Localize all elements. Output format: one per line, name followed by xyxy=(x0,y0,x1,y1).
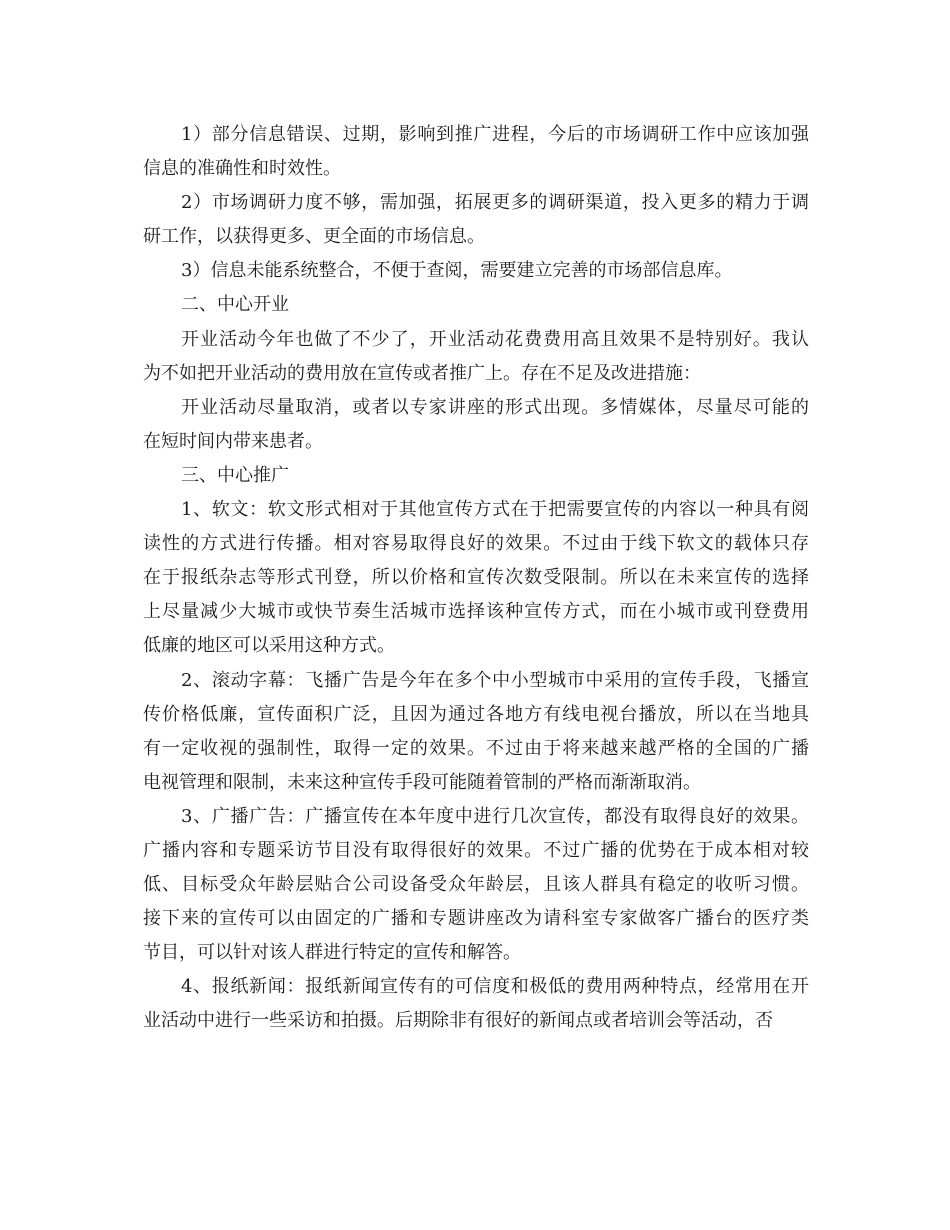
paragraph xyxy=(143,186,809,254)
text-line: 在短时间内带来患者。 xyxy=(143,430,323,452)
text-line: 读性的方式进行传播。相对容易取得良好的效果。不过由于线下软文的载体只存 xyxy=(143,533,809,555)
paragraph xyxy=(143,323,809,391)
paragraph xyxy=(143,970,809,1038)
text-line: 2、滚动字幕：飞播广告是今年在多个中小型城市中采用的宣传手段，飞播宣 xyxy=(181,669,809,691)
text-line: 电视管理和限制，未来这种宣传手段可能随着管制的严格而渐渐取消。 xyxy=(143,771,701,793)
text-line: 信息的准确性和时效性。 xyxy=(143,158,341,180)
text-line: 为不如把开业活动的费用放在宣传或者推广上。存在不足及改进措施： xyxy=(143,362,701,384)
section-heading xyxy=(143,288,809,322)
text-line: 广播内容和专题采访节目没有取得很好的效果。不过广播的优势在于成本相对较 xyxy=(143,839,809,861)
text-line: 有一定收视的强制性，取得一定的效果。不过由于将来越来越严格的全国的广播 xyxy=(143,737,809,759)
text-line: 1、软文：软文形式相对于其他宣传方式在于把需要宣传的内容以一种具有阅 xyxy=(181,499,809,521)
text-line: 业活动中进行一些采访和拍摄。后期除非有很好的新闻点或者培训会等活动，否 xyxy=(143,1010,773,1032)
text-line: 低、目标受众年龄层贴合公司设备受众年龄层，且该人群具有稳定的收听习惯。 xyxy=(143,874,809,896)
text-line: 节目，可以针对该人群进行特定的宣传和解答。 xyxy=(143,942,521,964)
section-heading xyxy=(143,459,809,493)
text-line: 三、中心推广 xyxy=(181,464,289,486)
text-line: 4、报纸新闻：报纸新闻宣传有的可信度和极低的费用两种特点，经常用在开 xyxy=(181,976,809,998)
paragraph xyxy=(143,800,809,970)
text-line: 在于报纸杂志等形式刊登，所以价格和宣传次数受限制。所以在未来宣传的选择 xyxy=(143,567,809,589)
text-line: 传价格低廉，宣传面积广泛，且因为通过各地方有线电视台播放，所以在当地具 xyxy=(143,703,809,725)
paragraph xyxy=(143,391,809,459)
text-line: 3、广播广告：广播宣传在本年度中进行几次宣传，都没有取得良好的效果。 xyxy=(181,805,809,827)
paragraph xyxy=(143,254,809,288)
document-body xyxy=(143,118,809,1039)
paragraph xyxy=(143,493,809,663)
text-line: 接下来的宣传可以由固定的广播和专题讲座改为请科室专家做客广播台的医疗类 xyxy=(143,908,809,930)
paragraph xyxy=(143,664,809,800)
text-line: 上尽量减少大城市或快节奏生活城市选择该种宣传方式，而在小城市或刊登费用 xyxy=(143,601,809,623)
text-line: 开业活动今年也做了不少了，开业活动花费费用高且效果不是特别好。我认 xyxy=(181,328,809,350)
text-line: 开业活动尽量取消，或者以专家讲座的形式出现。多情媒体，尽量尽可能的 xyxy=(181,396,809,418)
paragraph xyxy=(143,118,809,186)
text-line: 低廉的地区可以采用这种方式。 xyxy=(143,635,395,657)
text-line: 1）部分信息错误、过期，影响到推广进程，今后的市场调研工作中应该加强 xyxy=(181,124,809,145)
text-line: 3）信息未能系统整合，不便于查阅，需要建立完善的市场部信息库。 xyxy=(181,260,733,282)
text-line: 研工作，以获得更多、更全面的市场信息。 xyxy=(143,226,485,248)
text-line: 2）市场调研力度不够，需加强，拓展更多的调研渠道，投入更多的精力于调 xyxy=(181,192,809,214)
text-line: 二、中心开业 xyxy=(181,294,289,316)
